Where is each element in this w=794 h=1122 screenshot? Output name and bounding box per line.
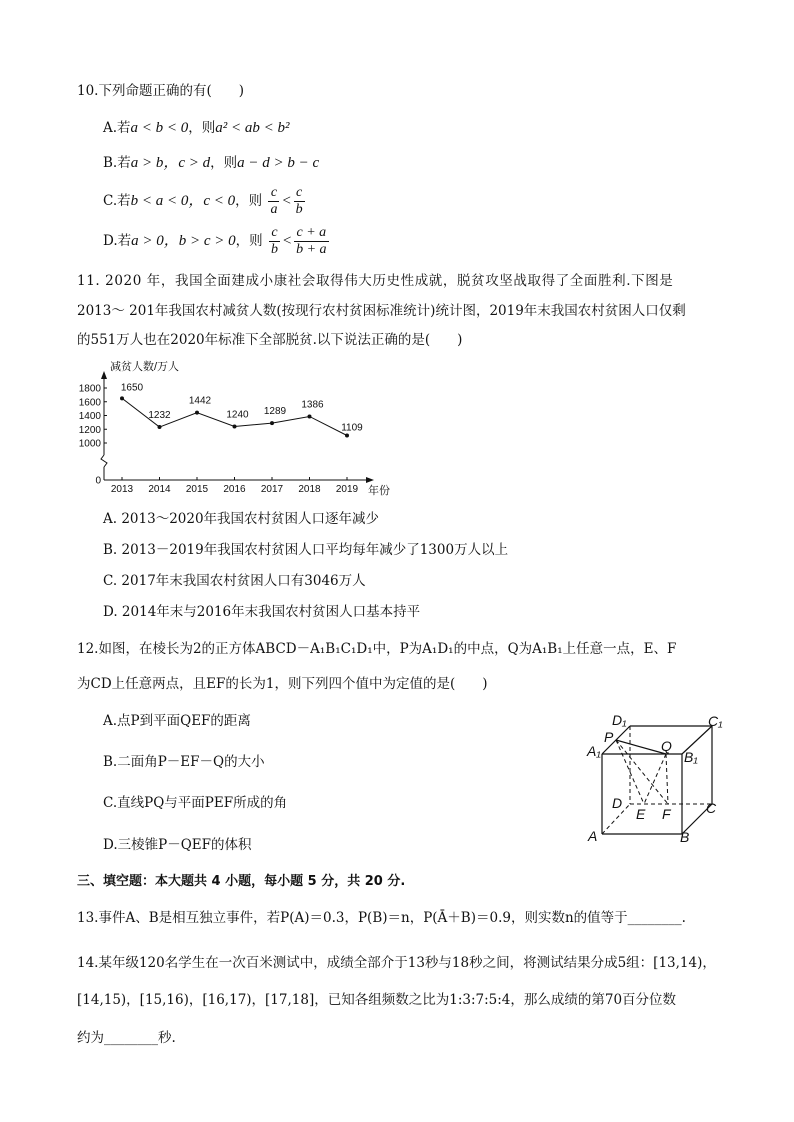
q11-option-c: C. 2017年末我国农村贫困人口有3046万人 — [103, 573, 366, 589]
q14-line2: [14,15)，[15,16)，[16,17)，[17,18]，已知各组频数之比为1:3:7:5:4，那么成绩的第70百分位数 — [77, 992, 677, 1008]
q10-d-frac2: $\frac{c + a}{b + a}$ — [296, 225, 327, 257]
data-label: 1109 — [341, 422, 363, 434]
q10-a-concl: a² < ab < b² — [215, 120, 290, 136]
q12-line2: 为CD上任意两点，且EF的长为1，则下列四个值中为定值的是( ) — [77, 676, 488, 692]
chart-xlabel: 年份 — [368, 485, 390, 497]
label-f: F — [662, 806, 671, 822]
x-tick-label: 2019 — [335, 484, 359, 495]
data-point — [195, 411, 199, 415]
x-tick-label: 2017 — [260, 484, 284, 495]
q10-a-cond: a < b < 0 — [130, 120, 189, 136]
q10-option-b — [103, 154, 319, 172]
y-tick-label: 1000 — [78, 438, 101, 450]
label-d: D — [612, 795, 623, 811]
x-tick-label: 2014 — [148, 484, 171, 495]
y-tick-label: 1800 — [78, 383, 101, 395]
q10-option-c — [103, 183, 307, 219]
label-d1: D₁ — [612, 712, 627, 728]
data-label: 1650 — [120, 382, 144, 394]
q11-line1: 11. 2020 年，我国全面建成小康社会取得伟大历史性成就，脱贫攻坚战取得了全面胜利.下图是 — [77, 273, 674, 289]
q10-c-frac2: $\frac{c}{b}$ — [295, 185, 303, 217]
label-a: A — [588, 828, 598, 844]
q10-c-mid: ，则 — [235, 193, 263, 209]
q10-c-prefix: C.若 — [103, 193, 131, 209]
x-tick-label: 2018 — [298, 484, 321, 495]
q11-option-d: D. 2014年末与2016年末我国农村贫困人口基本持平 — [103, 604, 421, 620]
q10-d-frac1: $\frac{c}{b}$ — [270, 225, 278, 257]
q12-option-d: D.三棱锥P－QEF的体积 — [103, 837, 252, 853]
data-label: 1232 — [148, 410, 171, 422]
q11-option-a: A. 2013～2020年我国农村贫困人口逐年减少 — [103, 511, 380, 527]
segment-pq — [616, 740, 666, 754]
q10-b-concl: a − d > b − c — [237, 155, 320, 171]
q10-stem: 10.下列命题正确的有( ) — [77, 83, 245, 99]
data-point — [270, 421, 274, 425]
x-axis-arrow — [366, 477, 374, 483]
q10-b-cond: a > b，c > d — [130, 155, 211, 171]
data-point — [308, 414, 312, 418]
q10-d-cond: a > 0，b > c > 0 — [131, 233, 236, 249]
q10-a-prefix: A.若 — [103, 120, 131, 136]
q11-line3: 的551万人也在2020年标准下全部脱贫.以下说法正确的是( ) — [77, 332, 463, 348]
q10-option-d — [103, 223, 331, 259]
q13-text: 13.事件A、B是相互独立事件，若P(A)＝0.3，P(B)＝n，P(Ā＋B)＝0.9，则实数n的值等于________. — [77, 910, 686, 926]
segment-qf — [666, 754, 668, 804]
q12-option-b: B.二面角P－EF－Q的大小 — [103, 754, 265, 770]
label-b1: B₁ — [684, 749, 698, 765]
section3-heading: 三、填空题：本大题共 4 小题，每小题 5 分，共 20 分. — [77, 874, 406, 889]
y-axis-break — [101, 455, 107, 467]
label-c1: C₁ — [708, 713, 723, 729]
cube-figure — [582, 712, 742, 852]
q11-option-b: B. 2013－2019年我国农村贫困人口平均每年减少了1300万人以上 — [103, 542, 509, 558]
label-c: C — [706, 800, 717, 816]
q10-b-mid: ，则 — [210, 155, 238, 171]
q10-option-a — [103, 119, 290, 137]
data-label: 1289 — [263, 406, 287, 418]
y-tick-label: 1400 — [78, 411, 101, 422]
data-label: 1442 — [188, 395, 212, 407]
q10-c-frac1: $\frac{c}{a}$ — [270, 185, 278, 217]
q10-c-op: < — [281, 193, 292, 209]
q10-d-prefix: D.若 — [103, 233, 132, 249]
x-tick-label: 2016 — [223, 484, 246, 495]
q14-line1: 14.某年级120名学生在一次百米测试中，成绩全部介于13秒与18秒之间，将测试结果分成5组：[13,14)， — [77, 955, 716, 971]
data-label: 1386 — [301, 399, 324, 411]
q10-a-mid: ，则 — [188, 120, 216, 136]
data-point — [345, 434, 349, 438]
y-axis-arrow — [101, 371, 107, 379]
label-a1: A₁ — [587, 743, 601, 759]
y-tick-label: 1600 — [78, 397, 101, 409]
q12-option-a: A.点P到平面QEF的距离 — [103, 713, 251, 729]
poverty-chart — [72, 355, 402, 500]
label-q: Q — [661, 738, 672, 754]
q10-c-cond: b < a < 0，c < 0 — [130, 193, 236, 209]
label-b: B — [680, 829, 690, 845]
data-label: 1240 — [226, 409, 249, 421]
y-tick-label: 1200 — [78, 424, 101, 436]
q12-option-c: C.直线PQ与平面PEF所成的角 — [103, 795, 288, 811]
label-p: P — [604, 729, 614, 745]
q12-line1: 12.如图，在棱长为2的正方体ABCD－A₁B₁C₁D₁中，P为A₁D₁的中点，Q为A₁B₁上任意一点，E、F — [77, 641, 677, 657]
q10-d-mid: ，则 — [235, 233, 263, 249]
x-tick-label: 2015 — [185, 484, 209, 495]
y-tick-label: 0 — [95, 475, 101, 487]
q14-line3: 约为________秒. — [77, 1030, 176, 1046]
q10-d-op: < — [281, 233, 293, 249]
x-tick-label: 2013 — [110, 484, 134, 495]
q11-line2: 2013～ 201年我国农村减贫人数(按现行农村贫困标准统计)统计图，2019年末我国农村贫困人口仅剩 — [77, 303, 686, 319]
data-point — [120, 396, 124, 400]
q10-b-prefix: B.若 — [103, 155, 131, 171]
data-point — [233, 425, 237, 429]
data-point — [158, 425, 162, 429]
chart-ylabel: 减贫人数/万人 — [110, 361, 180, 373]
label-e: E — [636, 806, 646, 822]
